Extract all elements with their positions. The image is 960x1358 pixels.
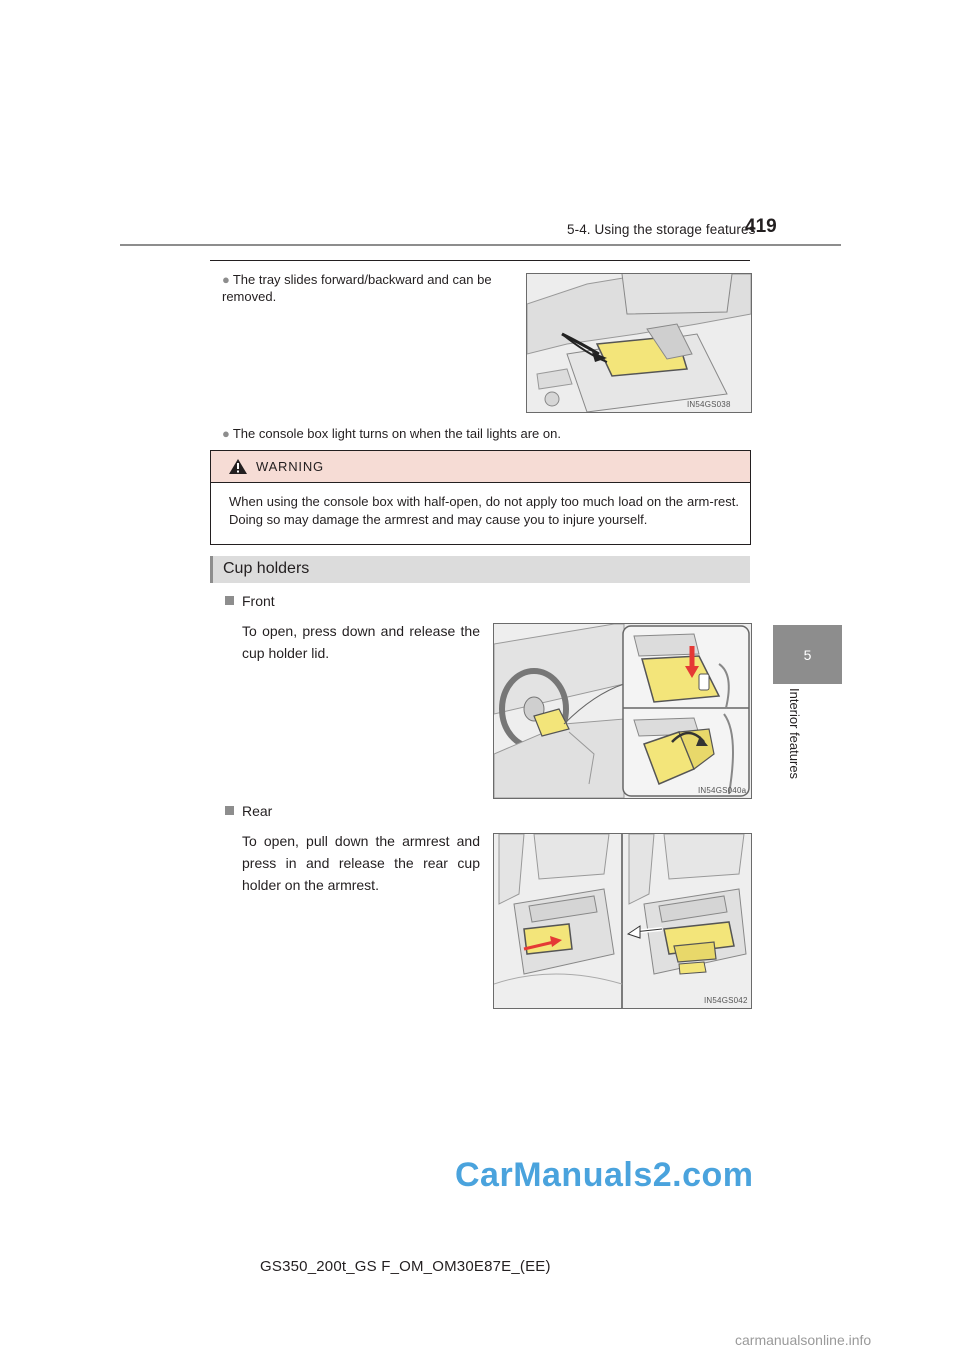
rear-heading: [225, 803, 272, 819]
header-rule: [120, 244, 841, 246]
front-image-code: IN54GS040a: [698, 786, 747, 795]
square-bullet-icon: [225, 806, 234, 815]
bullet-dot-icon: ●: [222, 272, 230, 287]
chapter-side-label-text: Interior features: [787, 688, 802, 780]
rear-heading-text: Rear: [242, 803, 273, 819]
tray-image-code: IN54GS038: [687, 400, 731, 409]
square-bullet-icon: [225, 596, 234, 605]
page-number: 419: [745, 216, 777, 237]
front-cupholder-illustration: [493, 623, 752, 799]
chapter-side-label: [784, 688, 804, 798]
running-header: 5-4. Using the storage features: [567, 222, 756, 237]
bullet-dot-icon: ●: [222, 426, 230, 441]
rear-instructions: To open, pull down the armrest and press in and release the rear cup holder on the armrest.: [242, 833, 480, 893]
rear-image-code: IN54GS042: [704, 996, 748, 1005]
bullet-tray: [222, 271, 522, 305]
section-heading-bar: [210, 556, 750, 583]
front-instructions: To open, press down and release the cup holder lid.: [242, 623, 480, 661]
section-accent: [210, 556, 213, 583]
watermark-logo: CarManuals2.com: [455, 1156, 754, 1194]
bullet-light: [222, 425, 742, 442]
warning-triangle-icon: [228, 458, 248, 475]
front-heading-text: Front: [242, 593, 275, 609]
warning-title: WARNING: [256, 459, 324, 474]
chapter-tab: 5: [773, 625, 842, 684]
bullet-light-text: The console box light turns on when the tail lights are on.: [232, 426, 561, 441]
warning-box: [210, 450, 751, 545]
section-title: Cup holders: [223, 560, 310, 577]
front-heading: [225, 593, 275, 609]
watermark-bottom: carmanualsonline.info: [735, 1332, 872, 1348]
warning-header: [211, 451, 750, 483]
rear-cupholder-illustration: [493, 833, 752, 1009]
tray-illustration: [526, 273, 752, 413]
bullet-tray-text: The tray slides forward/backward and can be removed.: [222, 272, 492, 304]
warning-body: When using the console box with half-open, do not apply too much load on the arm-rest. Doing so may damage the armrest and may cause you to injure yourself.: [229, 494, 739, 527]
document-footer-id: GS350_200t_GS F_OM_OM30E87E_(EE): [260, 1258, 551, 1275]
content-top-rule: [210, 260, 750, 261]
